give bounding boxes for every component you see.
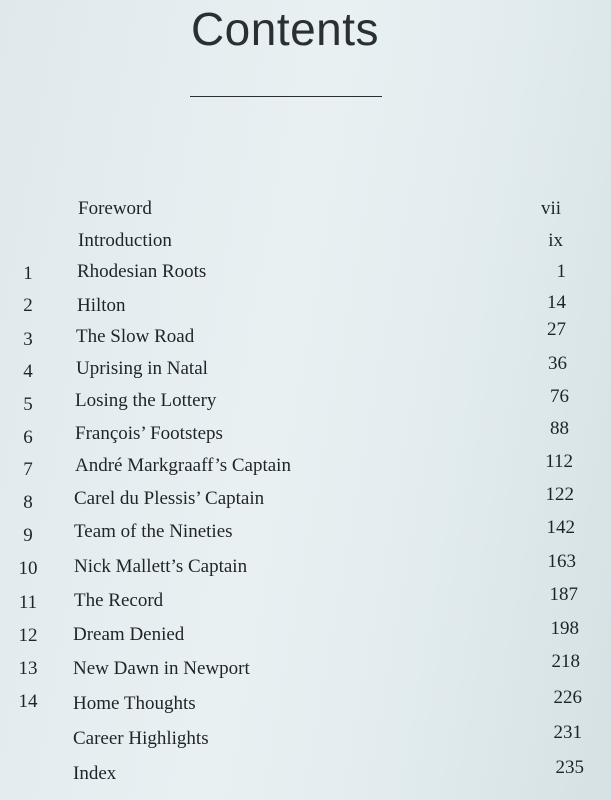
chapter-number: 1 <box>23 263 33 284</box>
chapter-title: André Markgraaff’s Captain <box>75 455 291 476</box>
page-number: 142 <box>546 517 575 538</box>
contents-entry <box>0 757 611 793</box>
page-number: 235 <box>555 757 584 778</box>
chapter-number: 14 <box>18 691 38 712</box>
chapter-title: Dream Denied <box>73 624 185 645</box>
chapter-title: François’ Footsteps <box>75 423 223 444</box>
chapter-title: Carel du Plessis’ Captain <box>74 488 265 509</box>
chapter-title: The Slow Road <box>76 326 195 347</box>
contents-entry <box>0 292 611 322</box>
chapter-title: The Record <box>74 590 164 611</box>
contents-entry <box>0 484 611 518</box>
page-number: 112 <box>545 451 573 472</box>
page-number: ix <box>548 230 563 251</box>
page-number: 226 <box>553 687 582 708</box>
page-number: 218 <box>551 651 580 672</box>
contents-entry <box>0 353 611 387</box>
page-number: 198 <box>550 618 579 639</box>
chapter-number: 3 <box>23 329 33 350</box>
chapter-number: 5 <box>23 394 33 415</box>
contents-entry <box>0 451 611 485</box>
chapter-title: Career Highlights <box>73 728 209 749</box>
chapter-number: 9 <box>23 525 33 546</box>
contents-entry <box>0 584 611 620</box>
contents-entry <box>0 551 611 586</box>
page-number: 14 <box>547 292 566 313</box>
page-number: 76 <box>550 386 569 407</box>
page-number: 231 <box>553 722 582 743</box>
chapter-number: 13 <box>18 658 38 679</box>
contents-entry <box>0 722 611 758</box>
chapter-title: Losing the Lottery <box>75 390 217 411</box>
chapter-number: 2 <box>23 295 33 316</box>
chapter-number: 6 <box>23 427 33 448</box>
page-number: 122 <box>545 484 574 505</box>
contents-entry <box>0 386 611 420</box>
chapter-title: Introduction <box>78 230 172 251</box>
chapter-title: Home Thoughts <box>73 693 196 714</box>
contents-entry <box>0 261 611 291</box>
page-title: Contents <box>190 3 380 55</box>
contents-entry <box>0 230 611 260</box>
contents-entry <box>0 198 611 228</box>
page-number: vii <box>540 198 561 219</box>
contents-entry <box>0 618 611 654</box>
chapter-title: Uprising in Natal <box>76 358 208 379</box>
page-number: 27 <box>547 319 566 340</box>
chapter-title: New Dawn in Newport <box>73 658 250 679</box>
chapter-number: 4 <box>23 361 33 382</box>
chapter-number: 8 <box>23 492 33 513</box>
chapter-title: Hilton <box>77 295 126 316</box>
chapter-title: Nick Mallett’s Captain <box>74 556 248 577</box>
page-number: 1 <box>556 261 566 282</box>
chapter-number: 10 <box>18 558 38 579</box>
contents-entry <box>0 517 611 551</box>
contents-entry <box>0 418 611 452</box>
chapter-title: Rhodesian Roots <box>77 261 207 282</box>
chapter-number: 11 <box>18 592 38 613</box>
chapter-title: Index <box>73 763 117 784</box>
page-number: 36 <box>548 353 567 374</box>
contents-entry <box>0 651 611 688</box>
page-number: 163 <box>547 551 576 572</box>
contents-entry <box>0 319 611 355</box>
chapter-title: Foreword <box>78 198 152 219</box>
chapter-number: 7 <box>23 459 33 480</box>
chapter-number: 12 <box>18 625 38 646</box>
contents-entry <box>0 687 611 723</box>
page-number: 88 <box>550 418 569 439</box>
chapter-title: Team of the Nineties <box>74 521 233 542</box>
page-number: 187 <box>549 584 578 605</box>
